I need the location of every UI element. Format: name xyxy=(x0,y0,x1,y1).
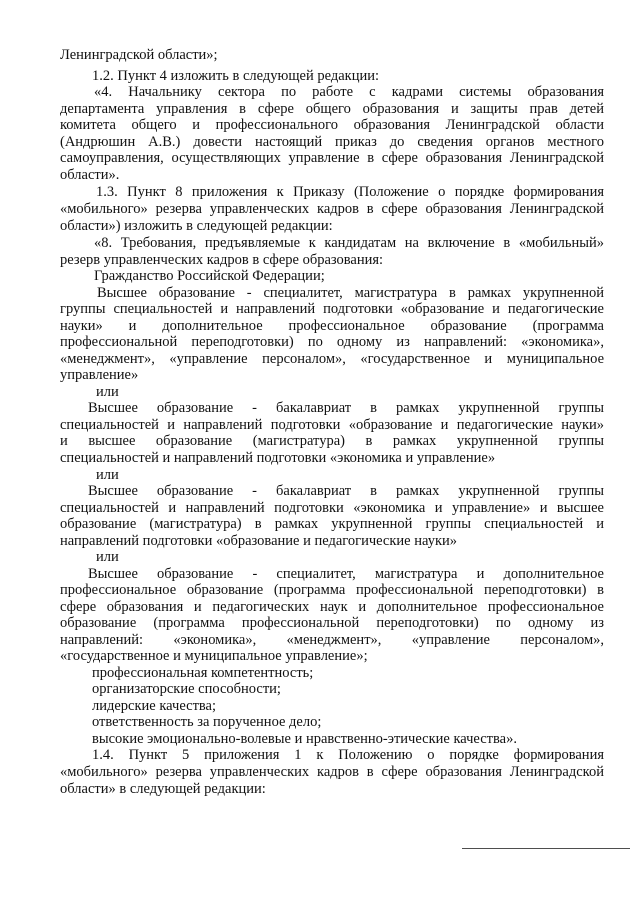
text-line: специальностей и направлений подготовки «экономика и управление» и высшее xyxy=(60,500,604,516)
text-line: или xyxy=(96,467,119,483)
text-line: области». xyxy=(60,167,120,183)
text-line: Высшее образование - специалитет, магистратура в рамках укрупненной xyxy=(97,285,604,301)
text-line: ответственность за порученное дело; xyxy=(92,714,322,730)
text-line: специальностей и направлений подготовки «образование и педагогические науки» xyxy=(60,417,604,433)
text-line: «4. Начальнику сектора по работе с кадрами системы образования xyxy=(94,84,604,100)
text-line: образование (программа профессиональной переподготовки) по одному из xyxy=(60,615,604,631)
text-line: образование (магистратура) в рамках укрупненной группы специальностей и xyxy=(60,516,604,532)
text-line: управление» xyxy=(60,367,139,383)
text-line: области» в следующей редакции: xyxy=(60,781,266,797)
text-line: «8. Требования, предъявляемые к кандидатам на включение в «мобильный» xyxy=(94,235,604,251)
text-line: «менеджмент», «управление персоналом», «государственное и муниципальное xyxy=(60,351,604,367)
text-line: сфере образования и педагогических наук и дополнительное профессиональное xyxy=(60,599,604,615)
text-line: 1.2. Пункт 4 изложить в следующей редакции: xyxy=(92,68,380,84)
text-line: области») изложить в следующей редакции: xyxy=(60,218,333,234)
text-line: науки» и дополнительное профессиональное образование (программа xyxy=(60,318,604,334)
text-line: Высшее образование - бакалавриат в рамках укрупненной группы xyxy=(88,483,604,499)
text-line: или xyxy=(96,384,119,400)
text-line: Ленинградской области»; xyxy=(60,47,218,63)
text-line: направлений подготовки «образование и педагогические науки» xyxy=(60,533,457,549)
text-line: департамента управления в сфере общего образования и защиты прав детей xyxy=(60,101,604,117)
text-line: профессиональная компетентность; xyxy=(92,665,314,681)
text-line: высокие эмоционально-волевые и нравственно-этические качества». xyxy=(92,731,517,747)
text-line: «мобильного» резерва управленческих кадров в сфере образования Ленинградской xyxy=(60,201,604,217)
text-line: направлений: «экономика», «менеджмент», «управление персоналом», xyxy=(60,632,604,648)
text-line: профессиональной переподготовки) по одному из направлений: «экономика», xyxy=(60,334,604,350)
text-line: самоуправления, осуществляющих управление в сфере образования Ленинградской xyxy=(60,150,604,166)
text-line: организаторские способности; xyxy=(92,681,281,697)
footer-rule xyxy=(462,848,630,849)
text-line: (Андрюшин А.В.) довести настоящий приказ до сведения органов местного xyxy=(60,134,604,150)
text-line: и высшее образование (магистратура) в рамках укрупненной группы xyxy=(60,433,604,449)
text-line: 1.4. Пункт 5 приложения 1 к Положению о порядке формирования xyxy=(92,747,604,763)
text-line: 1.3. Пункт 8 приложения к Приказу (Положение о порядке формирования xyxy=(96,184,604,200)
text-line: Высшее образование - специалитет, магистратура и дополнительное xyxy=(88,566,604,582)
text-line: лидерские качества; xyxy=(92,698,217,714)
text-line: или xyxy=(96,549,119,565)
text-line: Гражданство Российской Федерации; xyxy=(94,268,325,284)
text-line: комитета общего и профессионального образования Ленинградской области xyxy=(60,117,604,133)
text-line: Высшее образование - бакалавриат в рамках укрупненной группы xyxy=(88,400,604,416)
text-line: группы специальностей и направлений подготовки «образование и педагогические xyxy=(60,301,604,317)
text-line: «мобильного» резерва управленческих кадров в сфере образования Ленинградской xyxy=(60,764,604,780)
text-line: профессиональное образование (программа профессиональной переподготовки) в xyxy=(60,582,604,598)
text-line: резерв управленческих кадров в сфере образования: xyxy=(60,252,384,268)
text-line: «государственное и муниципальное управление»; xyxy=(60,648,368,664)
text-line: специальностей и направлений подготовки «экономика и управление» xyxy=(60,450,496,466)
